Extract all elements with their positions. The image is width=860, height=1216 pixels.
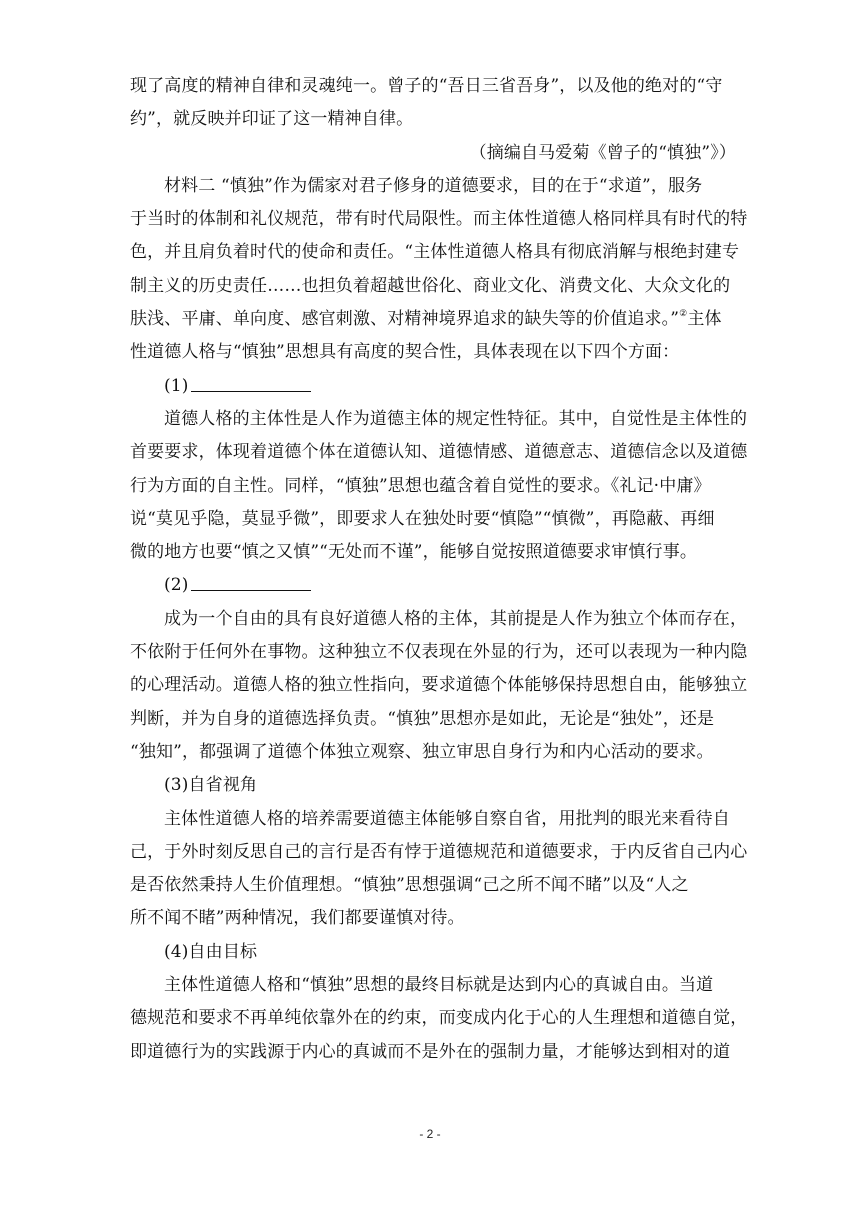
text-line: 材料二 “慎独”作为儒家对君子修身的道德要求，目的在于“求道”，服务 (164, 175, 703, 196)
text-line: 说“莫见乎隐，莫显乎微”，即要求人在独处时要“慎隐”“慎微”，再隐蔽、再细 (130, 508, 715, 529)
section-heading-3: (3)自省视角 (164, 775, 258, 796)
source-citation: （摘编自马爱菊《曾子的“慎独”》） (469, 142, 736, 163)
text-line: 是否依然秉持人生价值理想。“慎独”思想强调“己之所不闻不睹”以及“人之 (130, 875, 689, 896)
text-line: 德规范和要求不再单纯依靠外在的约束，而变成内化于心的人生理想和道德自觉， (130, 1008, 748, 1029)
text-line: 于当时的体制和礼仪规范，带有时代局限性。而主体性道德人格同样具有时代的特 (130, 209, 748, 230)
text-line: 制主义的历史责任……也担负着超越世俗化、商业文化、消费文化、大众文化的 (130, 275, 731, 296)
text-segment: 主体 (687, 309, 722, 330)
page-number: - 2 - (419, 1127, 441, 1141)
question-2-label: (2) (164, 575, 189, 596)
text-line: 道德人格的主体性是人作为道德主体的规定性特征。其中，自觉性是主体性的 (164, 408, 748, 429)
question-1 (130, 370, 740, 403)
text-line: “独知”，都强调了道德个体独立观察、独立审思自身行为和内心活动的要求。 (130, 741, 714, 762)
text-line: 主体性道德人格和“慎独”思想的最终目标就是达到内心的真诚自由。当道 (164, 975, 714, 996)
text-line: 现了高度的精神自律和灵魂纯一。曾子的“吾日三省吾身”，以及他的绝对的“守 (130, 76, 723, 96)
footnote-marker: ② (679, 309, 688, 320)
answer-blank-1[interactable] (191, 375, 311, 392)
text-line: 所不闻不睹”两种情况，我们都要谨慎对待。 (130, 908, 465, 929)
text-segment: 肤浅、平庸、单向度、感官刺激、对精神境界追求的缺失等的价值追求。” (130, 309, 680, 330)
answer-blank-2[interactable] (191, 574, 311, 591)
section-heading-4: (4)自由目标 (164, 941, 258, 962)
document-body (130, 70, 748, 1069)
text-line: 的心理活动。道德人格的独立性指向，要求道德个体能够保持思想自由，能够独立 (130, 675, 748, 696)
text-line: 首要要求，体现着道德个体在道德认知、道德情感、道德意志、道德信念以及道德 (130, 442, 748, 463)
text-line: 成为一个自由的具有良好道德人格的主体，其前提是人作为独立个体而存在， (164, 608, 748, 629)
text-line: 行为方面的自主性。同样，“慎独”思想也蕴含着自觉性的要求。《礼记·中庸》 (130, 475, 711, 496)
text-line: 约”，就反映并印证了这一精神自律。 (130, 109, 414, 130)
question-2 (130, 569, 740, 602)
text-line: 判断，并为自身的道德选择负责。“慎独”思想亦是如此，无论是“独处”，还是 (130, 708, 715, 729)
text-line: 微的地方也要“慎之又慎”“无处而不谨”，能够自觉按照道德要求审慎行事。 (130, 542, 698, 563)
text-line: 己，于外时刻反思自己的言行是否有悖于道德规范和道德要求，于内反省自己内心 (130, 841, 748, 862)
text-line: 色，并且肩负着时代的使命和责任。“主体性道德人格具有彻底消解与根绝封建专 (130, 242, 740, 263)
text-line: 性道德人格与“慎独”思想具有高度的契合性，具体表现在以下四个方面： (130, 342, 680, 363)
question-1-label: (1) (164, 375, 189, 396)
text-line (130, 303, 740, 336)
text-line: 即道德行为的实践源于内心的真诚而不是外在的强制力量，才能够达到相对的道 (130, 1041, 731, 1062)
text-line: 不依附于任何外在事物。这种独立不仅表现在外显的行为，还可以表现为一种内隐 (130, 642, 748, 663)
text-line: 主体性道德人格的培养需要道德主体能够自察自省，用批判的眼光来看待自 (164, 808, 730, 829)
